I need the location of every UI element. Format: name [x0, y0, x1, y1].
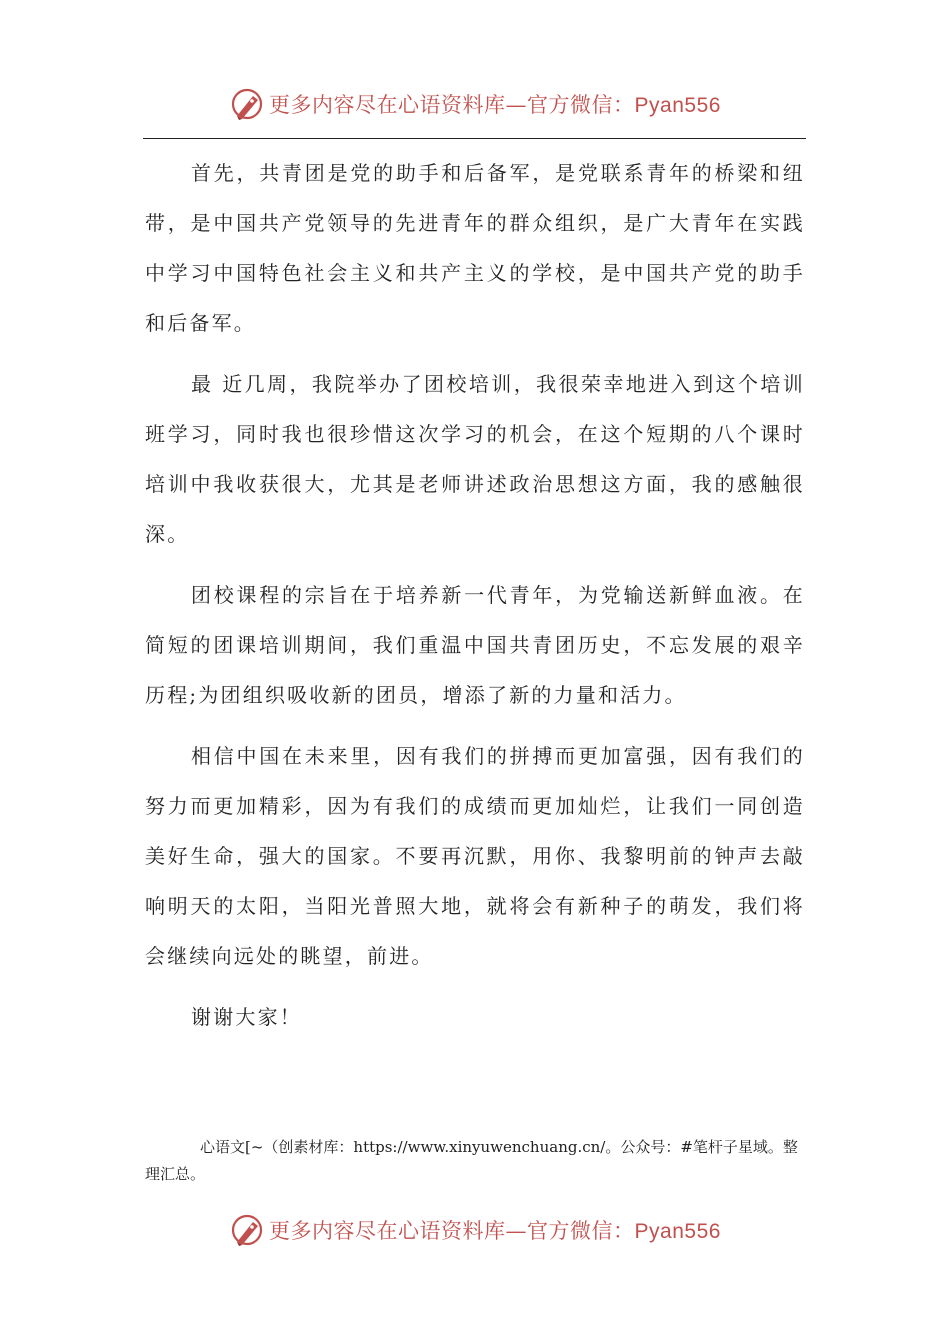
header-banner	[0, 82, 950, 126]
footer-banner-id: Pyan556	[634, 1220, 721, 1243]
paragraph-3: 团校课程的宗旨在于培养新一代青年，为党输送新鲜血液。在简短的团课培训期间，我们重温中国共青团历史，不忘发展的艰辛历程;为团组织吸收新的团员，增添了新的力量和活力。	[145, 583, 805, 707]
footer-banner-cn: 更多内容尽在心语资料库—官方微信：	[269, 1219, 635, 1243]
pen-nib-logo-icon	[229, 1212, 265, 1248]
paragraph-2: 最 近几周，我院举办了团校培训，我很荣幸地进入到这个培训班学习，同时我也很珍惜这次学习的机会，在这个短期的八个课时培训中我收获很大，尤其是老师讲述政治思想这方面，我的感触很深。	[145, 372, 805, 546]
paragraph-4: 相信中国在未来里，因有我们的拼搏而更加富强，因有我们的努力而更加精彩，因为有我们的成绩而更加灿烂，让我们一同创造美好生命，强大的国家。不要再沉默，用你、我黎明前的钟声去敲响明天的太阳，当阳光普照大地，就将会有新种子的萌发，我们将会继续向远处的眺望，前进。	[145, 744, 805, 968]
header-banner-cn: 更多内容尽在心语资料库—官方微信：	[269, 93, 635, 117]
document-body	[145, 148, 805, 1053]
pen-nib-logo-icon	[229, 86, 265, 122]
header-banner-id: Pyan556	[634, 94, 721, 117]
paragraph-1: 首先，共青团是党的助手和后备军，是党联系青年的桥梁和纽带，是中国共产党领导的先进青年的群众组织，是广大青年在实践中学习中国特色社会主义和共产主义的学校，是中国共产党的助手和后备军。	[145, 161, 805, 335]
source-footnote: 心语文[~（创素材库：https://www.xinyuwenchuang.cn/。公众号：#笔杆子星域。整理汇总。	[145, 1138, 798, 1183]
header-banner-text	[269, 89, 721, 119]
footer-banner-text	[269, 1215, 721, 1245]
header-divider	[143, 138, 806, 139]
paragraph-closing: 谢谢大家！	[191, 1005, 302, 1029]
footer-banner	[0, 1208, 950, 1252]
